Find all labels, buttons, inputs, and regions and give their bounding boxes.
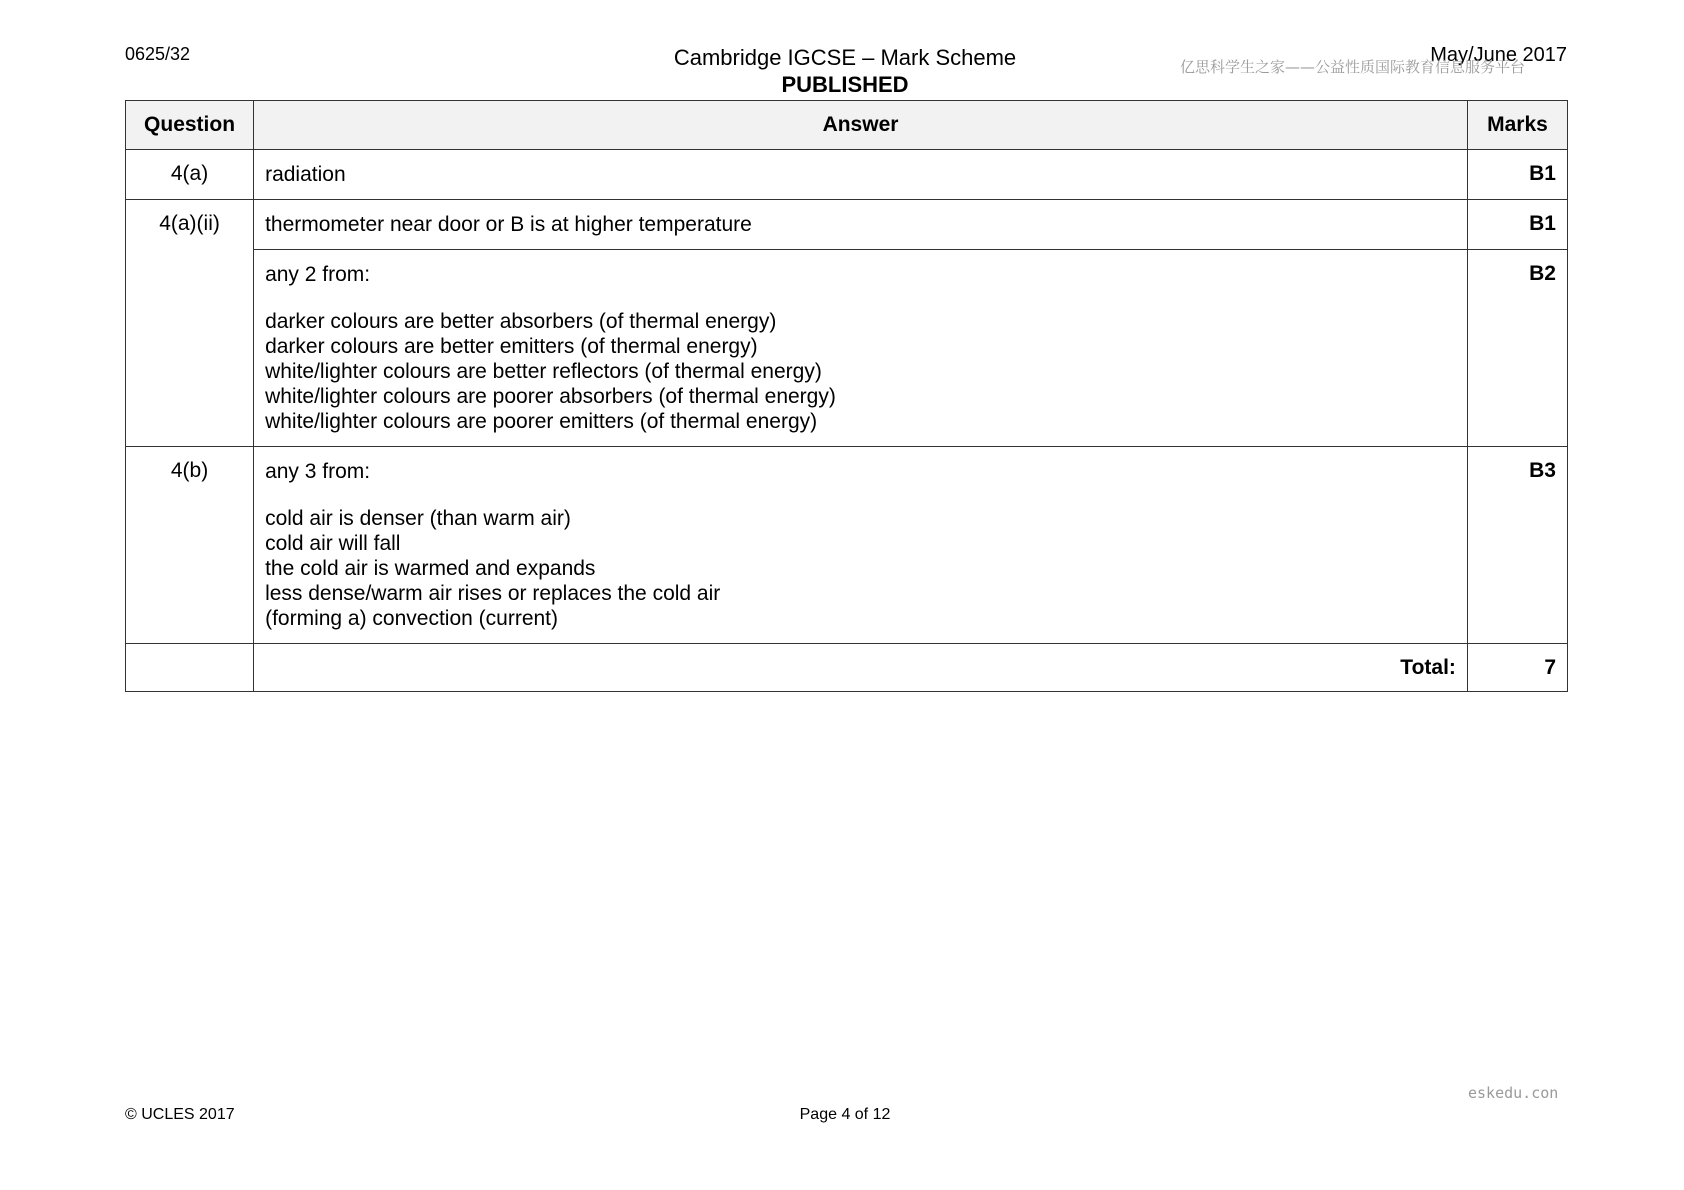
answer-cell <box>254 250 1468 447</box>
table-row <box>126 250 1568 447</box>
column-header-marks: Marks <box>1467 101 1567 150</box>
paper-code: 0625/32 <box>125 44 191 64</box>
answer-line: darker colours are better emitters (of thermal energy) <box>265 335 758 358</box>
answer-line: white/lighter colours are poorer absorbers (of thermal energy) <box>265 385 836 408</box>
marks-cell: B1 <box>1467 150 1567 200</box>
answer-line: (forming a) convection (current) <box>265 607 559 630</box>
empty-cell <box>126 644 254 692</box>
published-label: PUBLISHED <box>781 72 909 97</box>
answer-line: less dense/warm air rises or replaces the cold air <box>265 582 721 605</box>
answer-line: thermometer near door or B is at higher temperature <box>265 213 752 236</box>
table-row <box>126 200 1568 250</box>
answer-cell <box>254 447 1468 644</box>
marks-cell: B2 <box>1467 250 1567 447</box>
answer-line: darker colours are better absorbers (of thermal energy) <box>265 310 777 333</box>
table-row <box>126 447 1568 644</box>
question-cell: 4(a) <box>126 150 254 200</box>
total-row <box>126 644 1568 692</box>
answer-line: cold air is denser (than warm air) <box>265 507 571 530</box>
marks-cell: B1 <box>1467 200 1567 250</box>
answer-intro: any 2 from: <box>265 263 371 286</box>
mark-scheme-table <box>125 100 1568 692</box>
answer-line: the cold air is warmed and expands <box>265 557 596 580</box>
question-cell: 4(b) <box>126 447 254 644</box>
answer-line: cold air will fall <box>265 532 401 555</box>
answer-line: radiation <box>265 163 346 186</box>
copyright: © UCLES 2017 <box>125 1106 235 1123</box>
total-label: Total: <box>254 644 1468 692</box>
question-cell: 4(a)(ii) <box>126 200 254 447</box>
total-value: 7 <box>1467 644 1567 692</box>
answer-intro: any 3 from: <box>265 460 371 483</box>
answer-line: white/lighter colours are better reflectors (of thermal energy) <box>265 360 822 383</box>
page-number: Page 4 of 12 <box>799 1106 891 1123</box>
column-header-question: Question <box>126 101 254 150</box>
answer-cell <box>254 200 1468 250</box>
document-title: Cambridge IGCSE – Mark Scheme <box>673 45 1017 70</box>
column-header-answer: Answer <box>254 101 1468 150</box>
exam-session: May/June 2017 <box>1430 44 1567 66</box>
site-watermark: eskedu.con <box>1468 1084 1559 1102</box>
answer-cell <box>254 150 1468 200</box>
table-row <box>126 150 1568 200</box>
watermark-text: 亿思科学生之家——公益性质国际教育信息服务平台 <box>1180 58 1526 76</box>
marks-cell: B3 <box>1467 447 1567 644</box>
answer-line: white/lighter colours are poorer emitters (of thermal energy) <box>265 410 818 433</box>
table-header-row <box>126 101 1568 150</box>
